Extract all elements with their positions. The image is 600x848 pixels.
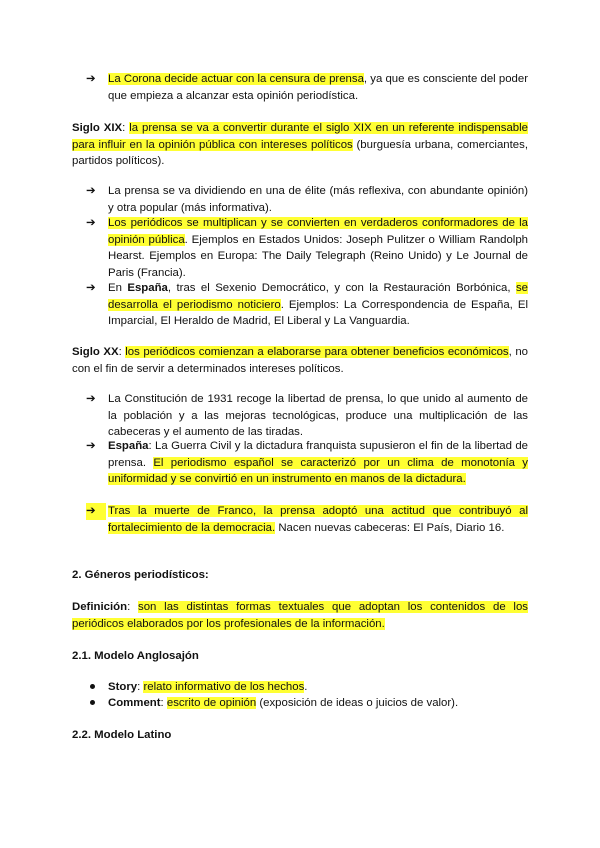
list-item: ➔ Tras la muerte de Franco, la prensa adoptó una actitud que contribuyó al fortalecimiento de la democracia. Nacen nuevas cabeceras: El País, Diario 16. bbox=[86, 505, 528, 534]
siglo-xix-paragraph: Siglo XIX: la prensa se va a convertir durante el siglo XIX en un referente indispensable para influir en la opinión pública con intereses políticos (burguesía urbana, comerciantes, partidos políticos). bbox=[72, 122, 528, 167]
definition-paragraph: Definición: son las distintas formas textuales que adoptan los contenidos de los periódicos elaborados por los profesionales de la información. bbox=[72, 601, 528, 630]
highlight: la prensa se va a convertir durante el siglo XIX en un referente indispensable para influir en la opinión pública con intereses políticos bbox=[72, 122, 528, 151]
list-item: ➔ En España, tras el Sexenio Democrático, y con la Restauración Borbónica, se desarrolla el periodismo noticiero. Ejemplos: La Correspondencia de España, El Imparcial, El Heraldo de Madrid, El Liberal y La Vanguardia. bbox=[86, 282, 528, 327]
list-item: ➔ Los periódicos se multiplican y se convierten en verdaderos conformadores de la opinión pública. Ejemplos en Estados Unidos: Joseph Pulitzer o William Randolph Hearst. Ejemplos en Europa: The Daily Telegraph (Reino Unido) y Le Journal de Paris (Francia). bbox=[86, 217, 528, 279]
arrow-icon: ➔ bbox=[86, 503, 106, 520]
arrow-icon: ➔ bbox=[86, 282, 96, 294]
highlight: Tras la muerte de Franco, la prensa adoptó una actitud que contribuyó al fortalecimiento de la democracia. bbox=[108, 505, 528, 534]
subsection-heading: 2.1. Modelo Anglosajón bbox=[72, 650, 199, 662]
arrow-icon: ➔ bbox=[86, 73, 96, 85]
list-item: ➔ La prensa se va dividiendo en una de élite (más reflexiva, con abundante opinión) y otra popular (más informativa). bbox=[86, 185, 528, 214]
highlight: El periodismo español se caracterizó por un clima de monotonía y uniformidad y se convirtió en un instrumento en manos de la dictadura. bbox=[108, 456, 528, 485]
arrow-icon: ➔ bbox=[86, 217, 96, 229]
subsection-heading: 2.2. Modelo Latino bbox=[72, 729, 172, 741]
highlight: escrito de opinión bbox=[166, 697, 257, 709]
arrow-icon: ➔ bbox=[86, 440, 96, 452]
arrow-icon: ➔ bbox=[86, 185, 96, 197]
bullet-icon bbox=[86, 695, 106, 712]
list-item: Story: relato informativo de los hechos. bbox=[86, 679, 528, 696]
list-item: ➔ La Constitución de 1931 recoge la libertad de prensa, lo que unido al aumento de la población y a las mejoras tecnológicas, produce una multiplicación de las cabeceras y el aumento de las tiradas. bbox=[86, 393, 528, 438]
siglo-xix-label: Siglo XIX bbox=[72, 122, 123, 134]
list-item: ➔ España: La Guerra Civil y la dictadura franquista supusieron el fin de la libertad de prensa. El periodismo español se caracterizó por un clima de monotonía y uniformidad y se convirtió en un instrumento en manos de la dictadura. bbox=[86, 440, 528, 485]
arrow-icon: ➔ bbox=[86, 393, 96, 405]
highlight: relato informativo de los hechos bbox=[143, 681, 305, 693]
highlight: Los periódicos se multiplican y se convierten en verdaderos conformadores de la opinión pública bbox=[108, 217, 528, 246]
section-heading: 2. Géneros periodísticos: bbox=[72, 569, 209, 581]
siglo-xx-label: Siglo XX bbox=[72, 346, 119, 358]
siglo-xx-paragraph: Siglo XX: los periódicos comienzan a elaborarse para obtener beneficios económicos, no con el fin de servir a determinados intereses políticos. bbox=[72, 346, 528, 375]
list-item: Comment: escrito de opinión (exposición de ideas o juicios de valor). bbox=[86, 695, 528, 712]
list-item: ➔ La Corona decide actuar con la censura de prensa, ya que es consciente del poder que empieza a alcanzar esta opinión periodística. bbox=[86, 73, 528, 102]
highlight: La Corona decide actuar con la censura de prensa bbox=[108, 73, 364, 85]
highlight: se desarrolla el periodismo noticiero bbox=[108, 282, 528, 311]
highlight: los periódicos comienzan a elaborarse para obtener beneficios económicos bbox=[125, 346, 509, 358]
bullet-icon bbox=[86, 679, 106, 696]
highlight: son las distintas formas textuales que adoptan los contenidos de los periódicos elaborados por los profesionales de la información. bbox=[72, 601, 528, 630]
